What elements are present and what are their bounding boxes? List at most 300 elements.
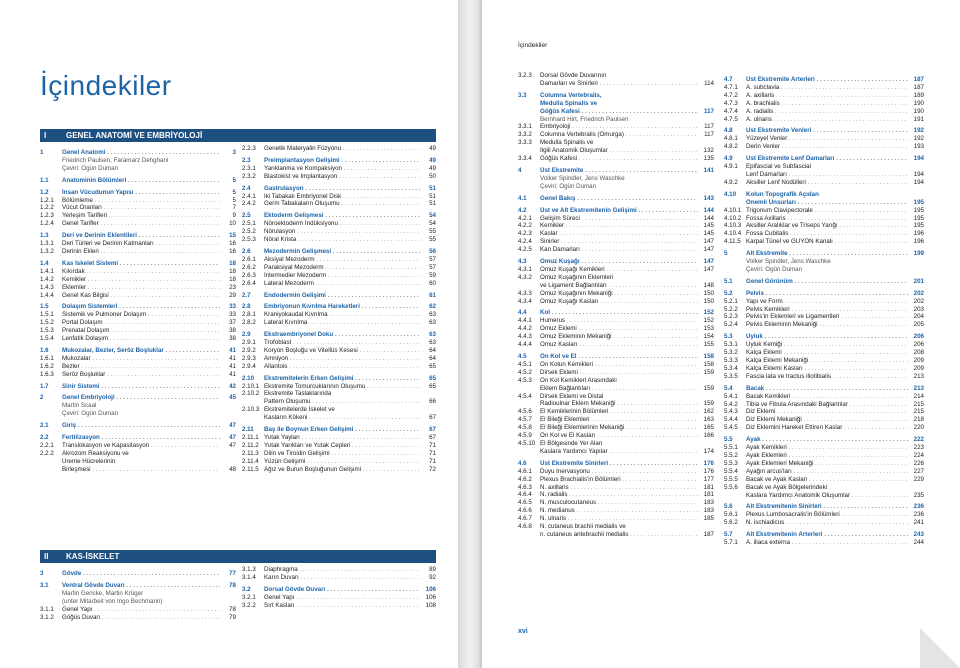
toc-page: 213	[913, 384, 924, 392]
toc-title: Kemikler . . .	[62, 276, 220, 284]
toc-page: 206	[913, 341, 924, 349]
toc-title: Aksiller Aralıklar ve Triseps Yarığı . . .	[746, 222, 908, 230]
toc-title: Bölümleme . . .	[62, 197, 220, 205]
toc-number: 4.5.6	[518, 408, 532, 416]
toc-title: Diaphragma . . .	[264, 566, 420, 574]
toc-entry	[40, 248, 236, 256]
toc-entry	[242, 236, 436, 244]
toc-entry	[518, 298, 714, 306]
toc-entry	[724, 357, 924, 365]
toc-page: 226	[913, 459, 924, 467]
toc-number: 4.9.1	[724, 163, 738, 171]
toc-page: 158	[703, 353, 714, 360]
toc-title: Dorsal Gövde Duvarının	[540, 72, 607, 79]
toc-title: Amniyon . . .	[264, 355, 420, 363]
toc-number: 3.3.4	[518, 155, 532, 163]
toc-entry	[242, 173, 436, 181]
toc-entry	[518, 448, 714, 456]
toc-number: 2.6.1	[242, 255, 256, 263]
toc-page: 51	[429, 184, 436, 192]
toc-title: El Bileği Eklemleri . . .	[540, 416, 698, 424]
toc-number: 4.10.4	[724, 230, 742, 238]
toc-page: 66	[429, 398, 436, 406]
toc-entry	[242, 280, 436, 288]
toc-page: 152	[703, 317, 714, 325]
toc-title: Kıkırdak . . .	[62, 268, 220, 276]
toc-title: Ayak Eklemleri . . .	[746, 452, 908, 460]
toc-number: 4.6.2	[518, 475, 532, 483]
toc-entry	[40, 582, 236, 590]
toc-page: 5	[232, 196, 236, 204]
toc-page: 60	[429, 279, 436, 287]
toc-page: 48	[229, 465, 236, 473]
toc-page: 18	[229, 259, 236, 267]
toc-entry	[518, 246, 714, 254]
section-header-2	[40, 550, 436, 563]
toc-page: 47	[229, 434, 236, 442]
toc-entry	[242, 406, 436, 414]
toc-number: 1.7	[40, 382, 49, 390]
left-page	[0, 0, 458, 668]
toc-title: Çeviri: Ogün Duman	[540, 182, 597, 190]
toc-number: 5.4.4	[724, 416, 738, 424]
toc-title: Genel Embriyoloji . . .	[62, 394, 220, 402]
toc-entry	[518, 385, 714, 393]
toc-number: 5.4.1	[724, 392, 738, 400]
toc-number: 5.6.1	[724, 511, 738, 519]
toc-entry	[724, 460, 924, 468]
toc-title: Pelvis Kemikleri . . .	[746, 306, 908, 314]
toc-title: Genel Anatomi . . .	[62, 149, 220, 157]
toc-entry	[40, 232, 236, 240]
toc-title: Vücut Oranları . . .	[62, 204, 220, 212]
toc-title: Kalça Eklemi Kasları . . .	[746, 365, 908, 373]
toc-title: Lateral Mezoderm . . .	[264, 280, 420, 288]
toc-title: Deri ve Derinin Eklentileri . . .	[62, 232, 220, 240]
toc-entry	[242, 458, 436, 466]
toc-number: 1.1	[40, 176, 49, 184]
toc-entry	[242, 256, 436, 264]
toc-page: 215	[913, 400, 924, 408]
toc-number: 2.5	[242, 212, 251, 220]
toc-entry	[724, 424, 924, 432]
toc-title: Giriş . . .	[62, 422, 220, 430]
toc-number: 2	[40, 394, 44, 402]
toc-column-right-1	[518, 72, 714, 539]
toc-entry	[724, 531, 924, 539]
toc-title: Akrozom Reaksiyonu ve	[62, 449, 129, 457]
toc-page: 47	[229, 442, 236, 449]
toc-entry	[242, 185, 436, 193]
toc-entry	[724, 476, 924, 484]
toc-entry	[724, 155, 924, 163]
toc-number: 4.5	[518, 353, 527, 360]
toc-page: 51	[429, 200, 436, 208]
toc-number: 2.1	[40, 422, 49, 430]
toc-title: Omuz Kuşağı . . .	[540, 258, 698, 266]
toc-page: 5	[232, 176, 236, 184]
toc-page: 49	[429, 164, 436, 172]
toc-page: 193	[913, 143, 924, 151]
toc-title: Preimplantasyon Gelişimi . . .	[264, 157, 420, 165]
toc-number: 2.10.1	[242, 382, 260, 390]
toc-author	[40, 410, 236, 418]
toc-author	[40, 598, 236, 606]
toc-entry	[242, 193, 436, 201]
toc-entry	[518, 92, 714, 100]
toc-title: Üst Ekstremite Venleri . . .	[746, 127, 908, 135]
toc-title: Fossa Cubitalis . . .	[746, 230, 908, 238]
toc-title: İlgili Anatomik Oluşumlar . . .	[540, 147, 698, 155]
toc-number: 4.4.4	[518, 341, 532, 349]
toc-page: 187	[703, 530, 714, 538]
toc-title: A. iliaca externa . . .	[746, 539, 908, 547]
toc-entry	[724, 539, 924, 547]
toc-number: 1.5.3	[40, 327, 54, 335]
toc-title: Mukozalar . . .	[62, 355, 220, 363]
toc-author	[40, 402, 236, 410]
toc-page: 183	[703, 499, 714, 507]
toc-entry	[40, 371, 236, 379]
right-page	[482, 0, 960, 668]
toc-page: 202	[913, 297, 924, 305]
toc-page: 18	[229, 267, 236, 275]
toc-page: 18	[229, 275, 236, 283]
toc-number: 4.5.9	[518, 432, 532, 440]
toc-number: 4.8.1	[724, 135, 738, 143]
toc-title: Ekstremitelerde İskelet ve	[264, 406, 335, 414]
toc-title: Lenf Damarları . . .	[746, 171, 908, 179]
toc-author	[724, 258, 924, 266]
toc-entry	[724, 143, 924, 151]
toc-entry	[518, 139, 714, 147]
toc-entry	[518, 377, 714, 385]
toc-title: Göğüs Kafesi . . .	[540, 155, 698, 163]
toc-page: 41	[229, 346, 236, 354]
toc-title: Diz Eklemini Hareket Ettiren Kaslar . . .	[746, 424, 908, 432]
toc-entry	[242, 398, 436, 406]
toc-entry	[518, 484, 714, 492]
toc-title: Ventral Gövde Duvarı . . .	[62, 582, 220, 590]
toc-number: 4.5.2	[518, 368, 532, 376]
toc-page: 159	[703, 368, 714, 376]
toc-title: Gövde . . .	[62, 570, 220, 578]
toc-page: 41	[229, 354, 236, 362]
toc-title: Gelişim Süreci . . .	[540, 215, 698, 223]
toc-entry	[40, 335, 236, 343]
page-title: İçindekiler	[40, 70, 172, 101]
toc-number: 1.5.2	[40, 319, 54, 327]
toc-title: Derin Venler . . .	[746, 143, 908, 151]
toc-title: İntermedier Mezoderm . . .	[264, 272, 420, 280]
toc-page: 195	[913, 206, 924, 214]
toc-number: 5.3.2	[724, 349, 738, 357]
toc-number: 2.10.2	[242, 390, 260, 398]
toc-entry	[40, 434, 236, 442]
toc-page: 163	[703, 416, 714, 424]
toc-entry	[724, 290, 924, 298]
toc-page: 153	[703, 325, 714, 333]
toc-title: Uyluk Kemiği . . .	[746, 341, 908, 349]
toc-page: 209	[913, 364, 924, 372]
toc-page: 223	[913, 444, 924, 452]
toc-author	[40, 165, 236, 173]
toc-entry	[242, 212, 436, 220]
toc-number: 1.5	[40, 303, 49, 311]
toc-page: 187	[913, 83, 924, 91]
toc-number: 5.4.2	[724, 400, 738, 408]
toc-number: 1.6.2	[40, 362, 54, 370]
toc-title: Aksiller Lenf Nodülleri . . .	[746, 179, 908, 187]
toc-entry	[518, 155, 714, 163]
toc-number: 5.1	[724, 277, 733, 285]
toc-title: Kraniyokaudal Kıvrılma . . .	[264, 311, 420, 319]
toc-page: 41	[229, 362, 236, 370]
toc-number: 4.7.5	[724, 115, 738, 123]
toc-title: Humerus . . .	[540, 317, 698, 325]
toc-page: 106	[425, 585, 436, 593]
toc-page: 159	[703, 400, 714, 408]
toc-number: 5.2.4	[724, 321, 738, 329]
toc-entry	[518, 238, 714, 246]
toc-entry	[40, 149, 236, 157]
toc-number: 2.2.3	[242, 145, 256, 152]
toc-number: 2.11.1	[242, 434, 259, 441]
toc-page: 191	[913, 115, 924, 123]
toc-number: 5.4.5	[724, 424, 738, 432]
toc-number: 2.4.2	[242, 200, 256, 208]
toc-number: 5.3.3	[724, 357, 738, 364]
toc-title: Anatominin Bölümleri . . .	[62, 177, 220, 185]
toc-page: 194	[913, 155, 924, 163]
toc-title: Fascia lata ve tractus iliotibialis . . .	[746, 373, 908, 381]
toc-entry	[518, 400, 714, 408]
toc-title: Ekstraembriyonel Doku . . .	[264, 331, 420, 339]
toc-number: 1.2.4	[40, 220, 54, 228]
toc-column-left-2	[242, 145, 436, 474]
toc-number: 4.8	[724, 127, 733, 135]
toc-entry	[518, 460, 714, 468]
toc-number: 1.4.1	[40, 267, 54, 275]
toc-entry	[724, 401, 924, 409]
toc-number: 4.5.3	[518, 376, 532, 384]
toc-page: 117	[704, 131, 714, 139]
toc-number: 2.11.3	[242, 449, 259, 457]
toc-page: 5	[232, 188, 236, 196]
toc-entry	[724, 385, 924, 393]
toc-number: 3.2.1	[242, 593, 256, 601]
toc-title: Omuz Kuşağının Eklemleri	[540, 273, 614, 281]
toc-title: Kan Damarları . . .	[540, 246, 698, 254]
toc-number: 1.2	[40, 188, 49, 196]
toc-number: 2.5.3	[242, 236, 256, 244]
toc-page: 196	[913, 238, 924, 246]
toc-title: Pelvis'in Eklemleri ve Ligamentleri . . .	[746, 313, 908, 321]
toc-entry	[518, 507, 714, 515]
toc-entry	[242, 390, 436, 398]
toc-entry	[40, 355, 236, 363]
toc-page: 147	[703, 265, 714, 273]
toc-number: 5.5	[724, 436, 733, 444]
toc-page: 174	[703, 447, 714, 455]
toc-page: 3	[232, 149, 236, 156]
toc-page: 63	[429, 311, 436, 319]
toc-page: 189	[913, 91, 924, 99]
toc-entry	[724, 416, 924, 424]
toc-title: Dirsek Eklemi ve Distal	[540, 392, 604, 400]
toc-entry	[242, 574, 436, 582]
toc-entry	[518, 491, 714, 499]
toc-entry	[40, 394, 236, 402]
toc-entry	[518, 258, 714, 266]
toc-number: 3.1.1	[40, 605, 54, 613]
toc-number: 3.1.2	[40, 613, 54, 621]
toc-page: 241	[913, 519, 924, 527]
toc-page: 195	[913, 214, 924, 222]
toc-page: 195	[913, 222, 924, 230]
toc-number: 2.11.5	[242, 465, 259, 473]
toc-title: Genetik Materyalin Füzyonu . . .	[264, 145, 420, 153]
toc-page: 47	[229, 422, 236, 430]
toc-entry	[518, 195, 714, 203]
toc-entry	[724, 468, 924, 476]
page-curl	[920, 628, 960, 668]
toc-entry	[242, 355, 436, 363]
toc-title: Ekstremitelerin Erken Gelişimi . . .	[264, 375, 420, 383]
toc-number: 2.11.4	[242, 457, 259, 465]
toc-title: Pattern Oluşumu . . .	[264, 398, 420, 406]
toc-title: A. axillaris . . .	[746, 92, 908, 100]
toc-title: Embriyonun Kıvrılma Hareketleri . . .	[264, 303, 420, 311]
toc-entry	[518, 468, 714, 476]
toc-page: 38	[229, 327, 236, 335]
toc-page: 243	[913, 531, 924, 539]
toc-title: Birleşmesi . . .	[62, 466, 220, 474]
toc-column-left-3	[40, 566, 236, 621]
toc-entry	[242, 331, 436, 339]
toc-number: 2.4	[242, 184, 251, 192]
book-gutter	[458, 0, 482, 668]
toc-number: 4.6.1	[518, 467, 532, 475]
toc-title: Bacak ve Ayak Kasları . . .	[746, 476, 908, 484]
toc-title: Mukozalar, Bezler, Seröz Boşluklar . . .	[62, 347, 220, 355]
toc-entry	[40, 383, 236, 391]
toc-title: Kol . . .	[540, 309, 698, 317]
toc-title: Allantois . . .	[264, 363, 420, 371]
toc-number: 2.11.2	[242, 441, 259, 449]
toc-page: 165	[703, 424, 714, 432]
toc-page: 196	[913, 230, 924, 238]
toc-entry	[40, 240, 236, 248]
toc-number: 1.4.3	[40, 283, 54, 291]
section-number: I	[44, 131, 47, 140]
toc-page: 63	[429, 319, 436, 327]
toc-title: Yüzeyel Venler . . .	[746, 135, 908, 143]
toc-entry	[40, 276, 236, 284]
toc-title: Üst ve Alt Ekstremitenin Gelişimi . . .	[540, 207, 698, 215]
toc-entry	[40, 260, 236, 268]
toc-entry	[518, 80, 714, 88]
toc-entry	[518, 167, 714, 175]
toc-page: 49	[429, 156, 436, 164]
toc-title: Columna Vertebralis (Omurga) . . .	[540, 131, 698, 139]
toc-entry	[40, 450, 236, 458]
toc-entry	[40, 614, 236, 622]
toc-page: 201	[913, 277, 924, 285]
toc-entry	[518, 100, 714, 108]
toc-title: Bernhard Hirt, Friedrich Paulsen	[540, 115, 629, 123]
toc-page: 23	[229, 283, 236, 291]
toc-entry	[724, 408, 924, 416]
toc-page: 181	[703, 491, 714, 499]
toc-number: 1.6.1	[40, 354, 54, 362]
toc-entry	[724, 444, 924, 452]
toc-number: 4.3.3	[518, 289, 532, 297]
toc-entry	[724, 503, 924, 511]
toc-page: 135	[703, 155, 714, 163]
toc-page: 227	[913, 467, 924, 475]
toc-number: 4.7.1	[724, 83, 738, 91]
toc-entry	[518, 393, 714, 401]
toc-page: 71	[429, 449, 436, 457]
toc-number: 2.2.1	[40, 442, 54, 449]
toc-title: Volker Spindler, Jens Waschke	[540, 174, 625, 182]
toc-title: Bacak ve Ayak Bölgelerindeki	[746, 483, 828, 491]
toc-entry	[40, 204, 236, 212]
toc-number: 3.1.3	[242, 566, 256, 573]
toc-entry	[724, 199, 924, 207]
toc-title: Göğüs Duvarı . . .	[62, 614, 220, 622]
toc-number: 2.6.4	[242, 279, 256, 287]
toc-entry	[518, 325, 714, 333]
toc-page: 208	[913, 349, 924, 357]
toc-number: 2.4.1	[242, 192, 256, 200]
toc-number: 4.1	[518, 194, 527, 202]
toc-page: 155	[703, 341, 714, 349]
toc-number: 5.2.2	[724, 305, 738, 313]
toc-title: Eklem Bağlantıları . . .	[540, 385, 698, 393]
toc-page: 229	[913, 475, 924, 483]
toc-number: 1.2.2	[40, 204, 54, 212]
toc-title: Dilin ve Tiroidin Gelişimi . . .	[264, 450, 420, 458]
toc-title: Kolun Topografik Açıdan	[746, 190, 819, 198]
toc-entry	[518, 476, 714, 484]
toc-page: 190	[913, 99, 924, 107]
toc-title: Kaslara Yardımcı Yapılar . . .	[540, 448, 698, 456]
toc-number: 2.2.2	[40, 449, 54, 457]
toc-title: Dorsal Gövde Duvarı . . .	[264, 586, 420, 594]
toc-page: 71	[429, 457, 436, 465]
toc-entry	[40, 212, 236, 220]
toc-entry	[242, 347, 436, 355]
toc-entry	[242, 228, 436, 236]
toc-entry	[40, 422, 236, 430]
toc-entry	[724, 238, 924, 246]
toc-title: Genel Bakış . . .	[540, 195, 698, 203]
toc-entry	[40, 327, 236, 335]
toc-number: 4.9	[724, 155, 733, 163]
toc-number: 3.2	[242, 585, 251, 593]
toc-entry	[242, 145, 436, 153]
toc-page: 65	[429, 382, 436, 390]
toc-author	[518, 183, 714, 191]
toc-number: 4.10.1	[724, 206, 742, 214]
toc-number: 4.5.10	[518, 439, 536, 447]
toc-title: Ayağın arcus'ları . . .	[746, 468, 908, 476]
toc-entry	[724, 222, 924, 230]
toc-page: 55	[429, 228, 436, 236]
toc-title: Pelvis Ekleminin Mekaniği . . .	[746, 321, 908, 329]
